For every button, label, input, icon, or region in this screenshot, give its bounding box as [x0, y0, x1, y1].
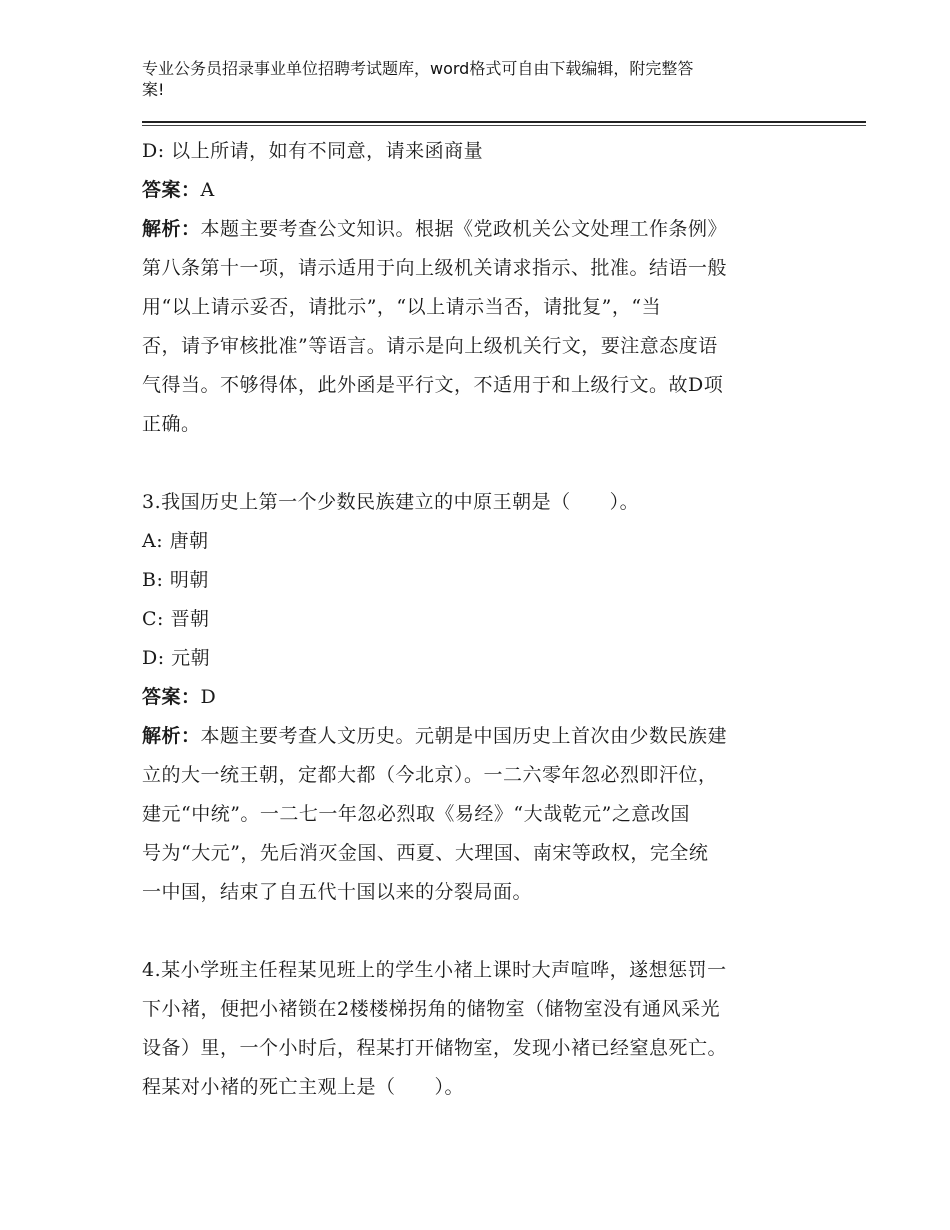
q2-analysis-line: 正确。 [142, 413, 201, 435]
spacer [142, 912, 798, 951]
header-divider-thin [142, 125, 866, 126]
q2-analysis-line: 否，请予审核批准”等语言。请示是向上级机关行文，要注意态度语 [142, 335, 718, 357]
q3-analysis-line: 一中国，结束了自五代十国以来的分裂局面。 [142, 881, 533, 903]
q2-answer-label: 答案： [142, 179, 201, 201]
q2-analysis-line: 解析：本题主要考查公文知识。根据《党政机关公文处理工作条例》 [142, 218, 728, 240]
header-line-1: 专业公务员招录事业单位招聘考试题库，word格式可自由下载编辑，附完整答 [142, 59, 694, 78]
q2-analysis-label: 解析： [142, 218, 201, 240]
q3-stem: 3.我国历史上第一个少数民族建立的中原王朝是（ ）。 [142, 491, 640, 513]
q3-option-b: B: 明朝 [142, 569, 209, 591]
q4-stem-line: 设备）里，一个小时后，程某打开储物室，发现小褚已经窒息死亡。 [142, 1037, 728, 1059]
q3-analysis-line: 解析：本题主要考查人文历史。元朝是中国历史上首次由少数民族建 [142, 725, 728, 747]
q4-stem-line: 程某对小褚的死亡主观上是（ ）。 [142, 1076, 465, 1098]
spacer [142, 444, 798, 483]
q3-analysis-line: 立的大一统王朝，定都大都（今北京）。一二六零年忽必烈即汗位， [142, 764, 718, 786]
q2-answer-value: A [200, 179, 215, 201]
q2-answer [142, 171, 798, 210]
q4-stem-line: 下小褚，便把小褚锁在2楼楼梯拐角的储物室（储物室没有通风采光 [142, 998, 721, 1020]
q3-analysis-line: 号为“大元”，先后消灭金国、西夏、大理国、南宋等政权，完全统 [142, 842, 709, 864]
q2-analysis-line: 气得当。不够得体，此外函是平行文，不适用于和上级行文。故D项 [142, 374, 724, 396]
q3-analysis-line: 建元“中统”。一二七一年忽必烈取《易经》“大哉乾元”之意改国 [142, 803, 690, 825]
q4-stem-line: 4.某小学班主任程某见班上的学生小褚上课时大声喧哗，遂想惩罚一 [142, 959, 727, 981]
document-body [142, 132, 798, 1107]
q2-analysis-line: 第八条第十一项，请示适用于向上级机关请求指示、批准。结语一般 [142, 257, 728, 279]
q3-answer-label: 答案： [142, 686, 201, 708]
q3-option-c: C: 晋朝 [142, 608, 210, 630]
q3-option-a: A: 唐朝 [142, 530, 209, 552]
q2-option-d: D: 以上所请，如有不同意，请来函商量 [142, 140, 484, 162]
header-line-2: 案! [142, 80, 165, 99]
q3-answer-value: D [200, 686, 217, 708]
q3-answer [142, 678, 798, 717]
q3-analysis-label: 解析： [142, 725, 201, 747]
header-divider-thick [142, 121, 866, 123]
page-header [142, 58, 792, 100]
q2-analysis-line: 用“以上请示妥否，请批示”，“以上请示当否，请批复”，“当 [142, 296, 662, 318]
q3-option-d: D: 元朝 [142, 647, 211, 669]
